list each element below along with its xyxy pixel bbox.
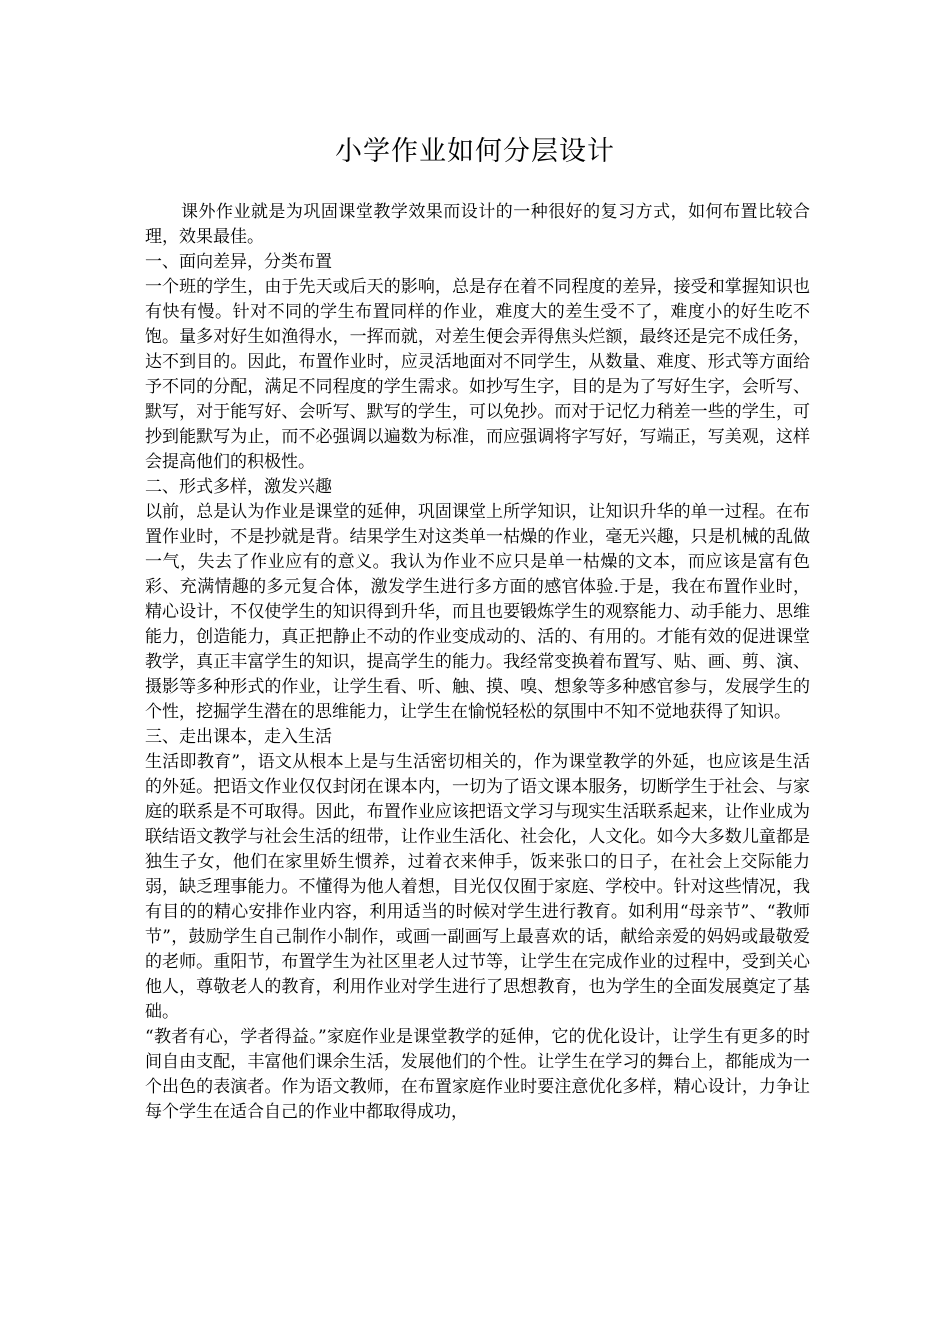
- section-body-1: 一个班的学生，由于先天或后天的影响，总是存在着不同程度的差异，接受和掌握知识也有快有慢。针对不同的学生布置同样的作业，难度大的差生受不了，难度小的好生吃不饱。量多对好生如渔得水，一挥而就，对差生便会弄得焦头烂额，最终还是完不成任务，达不到目的。因此，布置作业时，应灵活地面对不同学生，从数量、难度、形式等方面给予不同的分配，满足不同程度的学生需求。如抄写生字，目的是为了写好生字，会听写、默写，对于能写好、会听写、默写的学生，可以免抄。而对于记忆力稍差一些的学生，可抄到能默写为止，而不必强调以遍数为标准，而应强调将字写好，写端正，写美观，这样会提高他们的积极性。: [145, 277, 810, 472]
- section-body-3: 生活即教育”，语文从根本上是与生活密切相关的，作为课堂教学的外延，也应该是生活的外延。把语文作业仅仅封闭在课本内，一切为了语文课本服务，切断学生于社会、与家庭的联系是不可取得。因此，布置作业应该把语文学习与现实生活联系起来，让作业成为联结语文教学与社会生活的纽带，让作业生活化、社会化，人文化。如今大多数儿童都是独生子女，他们在家里娇生惯养，过着衣来伸手，饭来张口的日子，在社会上交际能力弱，缺乏理事能力。不懂得为他人着想，目光仅仅囿于家庭、学校中。针对这些情况，我有目的的精心安排作业内容，利用适当的时候对学生进行教育。如利用“母亲节”、“教师节”，鼓励学生自己制作小制作，或画一副画写上最喜欢的话，献给亲爱的妈妈或最敬爱的老师。重阳节，布置学生为社区里老人过节等，让学生在完成作业的过程中，受到关心他人，尊敬老人的教育，利用作业对学生进行了思想教育，也为学生的全面发展奠定了基础。: [145, 752, 810, 1022]
- section-heading-1: 一、面向差异，分类布置: [145, 252, 332, 272]
- closing-paragraph: “教者有心，学者得益。”家庭作业是课堂教学的延伸，它的优化设计，让学生有更多的时间自由支配，丰富他们课余生活，发展他们的个性。让学生在学习的舞台上，都能成为一个出色的表演者。作为语文教师，在布置家庭作业时要注意优化多样，精心设计，力争让每个学生在适合自己的作业中都取得成功，: [145, 1027, 810, 1122]
- section-heading-2: 二、形式多样，激发兴趣: [145, 477, 332, 497]
- section-heading-3: 三、走出课本，走入生活: [145, 727, 332, 747]
- section-body-2: 以前，总是认为作业是课堂的延伸，巩固课堂上所学知识，让知识升华的单一过程。在布置作业时，不是抄就是背。结果学生对这类单一枯燥的作业，毫无兴趣，只是机械的乱做一气，失去了作业应有的意义。我认为作业不应只是单一枯燥的文本，而应该是富有色彩、充满情趣的多元复合体，激发学生进行多方面的感官体验.于是，我在布置作业时，精心设计，不仅使学生的知识得到升华，而且也要锻炼学生的观察能力、动手能力、思维能力，创造能力，真正把静止不动的作业变成动的、活的、有用的。才能有效的促进课堂教学，真正丰富学生的知识，提高学生的能力。我经常变换着布置写、贴、画、剪、演、摄影等多种形式的作业，让学生看、听、触、摸、嗅、想象等多种感官参与，发展学生的个性，挖掘学生潜在的思维能力，让学生在愉悦轻松的氛围中不知不觉地获得了知识。: [145, 502, 810, 722]
- document-body: [145, 200, 810, 1125]
- intro-paragraph: 课外作业就是为巩固课堂教学效果而设计的一种很好的复习方式，如何布置比较合理，效果最佳。: [145, 202, 810, 247]
- document-title: 小学作业如何分层设计: [335, 136, 615, 167]
